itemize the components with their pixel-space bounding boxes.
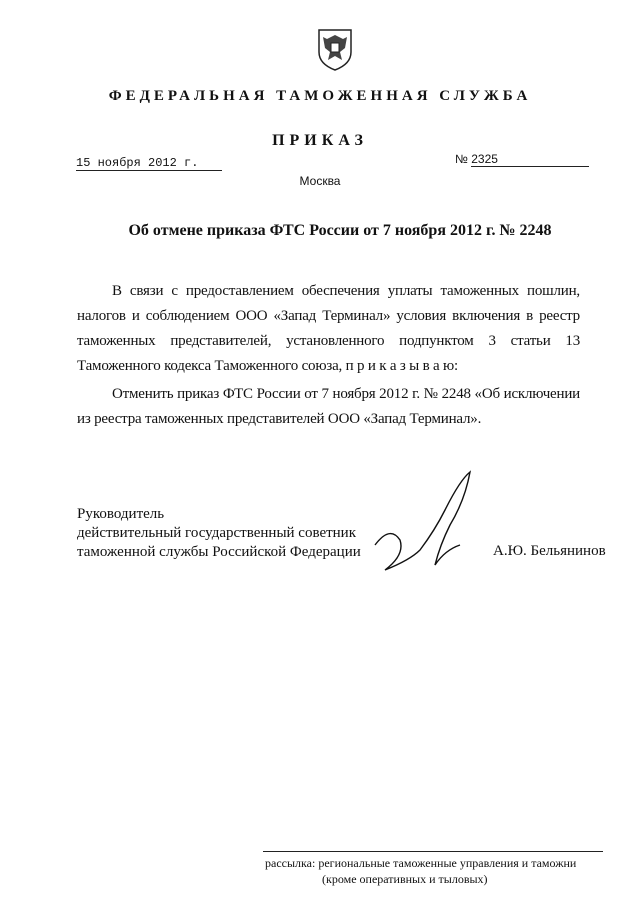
city: Москва — [299, 174, 341, 188]
document-type: ПРИКАЗ — [272, 132, 368, 149]
handwritten-signature — [365, 470, 495, 580]
distribution-line: рассылка: региональные таможенные управления и таможни — [265, 856, 577, 870]
body-line: Таможенного кодекса Таможенного союза, п р и к а з ы в а ю: — [77, 358, 459, 374]
order-date: 15 ноября 2012 г. — [76, 156, 222, 171]
signatory-name: А.Ю. Бельянинов — [493, 543, 606, 559]
order-number — [455, 152, 589, 167]
position-line: Руководитель — [77, 506, 165, 522]
distribution-line: (кроме оперативных и тыловых) — [322, 872, 488, 886]
number-value: 2325 — [471, 152, 589, 167]
body-line: Отменить приказ ФТС России от 7 ноября 2012 г. № 2248 «Об исключении — [112, 386, 580, 402]
body-line: налогов и соблюдением ООО «Запад Терминал» условия включения в реестр — [77, 308, 580, 324]
number-sign: № — [455, 152, 468, 166]
signatory-position — [77, 505, 361, 562]
distribution-list — [265, 855, 576, 887]
position-line: действительный государственный советник — [77, 525, 357, 541]
body-line: из реестра таможенных представителей ООО «Запад Терминал». — [77, 411, 482, 427]
agency-name: ФЕДЕРАЛЬНАЯ ТАМОЖЕННАЯ СЛУЖБА — [108, 88, 532, 104]
order-title: Об отмене приказа ФТС России от 7 ноября 2012 г. № 2248 — [128, 222, 552, 239]
divider — [263, 851, 603, 852]
coat-of-arms-emblem — [316, 26, 354, 72]
position-line: таможенной службы Российской Федерации — [77, 544, 361, 560]
body-line: таможенных представителей, установленного подпунктом 3 статьи 13 — [77, 333, 580, 349]
body-line: В связи с предоставлением обеспечения уплаты таможенных пошлин, — [112, 283, 580, 299]
